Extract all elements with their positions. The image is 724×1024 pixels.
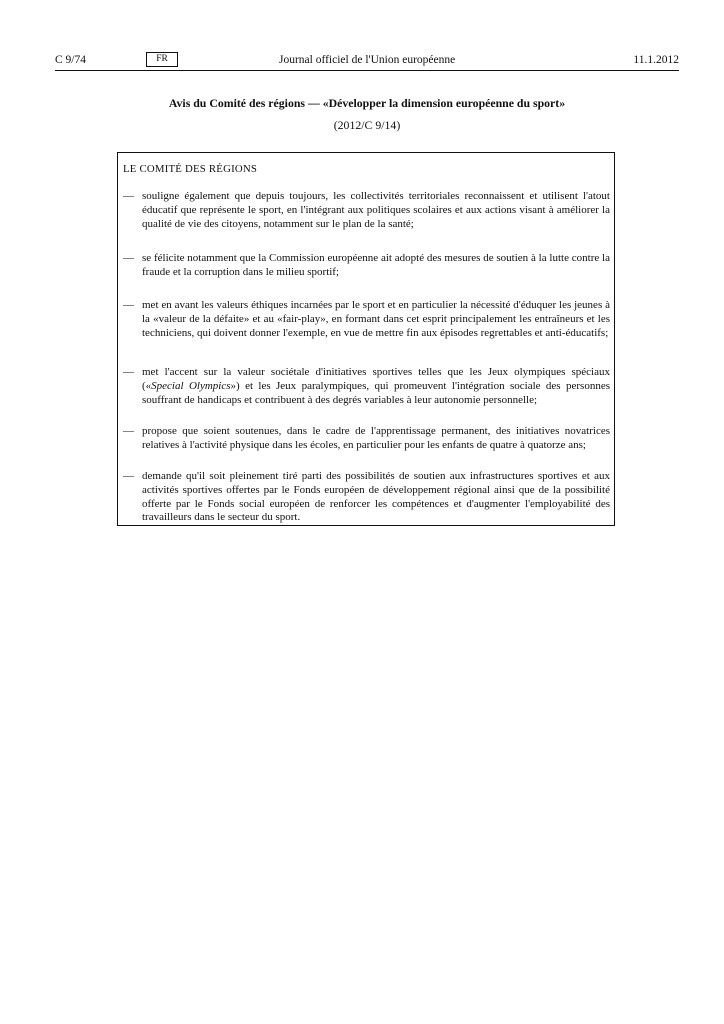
- item-text: se félicite notamment que la Commission européenne ait adopté des mesures de soutien à la lutte contre la fraude et la corruption dans le milieu sportif;: [142, 252, 610, 278]
- committee-name: LE COMITÉ DES RÉGIONS: [123, 163, 258, 175]
- item-dash: —: [123, 252, 134, 264]
- document-title: Avis du Comité des régions — «Développer la dimension européenne du sport»: [168, 96, 566, 110]
- journal-title: Journal officiel de l'Union européenne: [279, 54, 456, 66]
- list-item: [123, 366, 610, 407]
- journal-header: [55, 52, 679, 68]
- item-dash: —: [123, 299, 134, 311]
- list-item: [123, 299, 610, 340]
- item-text: propose que soient soutenues, dans le cadre de l'apprentissage permanent, des initiatives novatrices relatives à l'activité physique dans les écoles, en particulier pour les enfants de quatre à quatorze ans;: [142, 425, 610, 451]
- item-text: met en avant les valeurs éthiques incarnées par le sport et en particulier la nécessité d'éduquer les jeunes à la «valeur de la défaite» et au «fair-play», en formant dans cet esprit principalement les entraîneurs et les techniciens, qui doivent donner l'exemple, en vue de mettre fin aux épisodes regrettables et anti-éducatifs;: [142, 299, 610, 339]
- item-dash: —: [123, 190, 134, 202]
- item-dash: —: [123, 470, 134, 482]
- item-text: met l'accent sur la valeur sociétale d'initiatives sportives telles que les Jeux olympiques spéciaux («Special Olympics») et les Jeux paralympiques, qui promeuvent l'intégration sociale des personnes souffrant de handicaps et contribuent à des degrés variables à leur autonomie personnelle;: [142, 366, 610, 406]
- item-text: souligne également que depuis toujours, les collectivités territoriales reconnaissent et utilisent l'atout éducatif que représente le sport, en l'intégrant aux politiques scolaires et aux actions visant à améliorer la qualité de vie des citoyens, notamment sur le plan de la santé;: [142, 190, 610, 230]
- publication-date: 11.1.2012: [633, 54, 679, 66]
- item-dash: —: [123, 425, 134, 437]
- list-item: [123, 425, 610, 453]
- document-reference: (2012/C 9/14): [333, 118, 401, 132]
- item-dash: —: [123, 366, 134, 378]
- list-item: [123, 470, 610, 525]
- item-text: demande qu'il soit pleinement tiré parti des possibilités de soutien aux infrastructures sportives et aux activités sportives offertes par le Fonds européen de développement régional ainsi que de la possibilité offerte par le Fonds social européen de renforcer les compétences et d'augmenter l'employabilité des travailleurs dans le secteur du sport.: [142, 470, 610, 524]
- list-item: [123, 190, 610, 231]
- header-rule: [55, 70, 679, 71]
- list-item: [123, 252, 610, 280]
- journal-reference: C 9/74: [55, 54, 86, 66]
- language-badge: FR: [146, 52, 178, 67]
